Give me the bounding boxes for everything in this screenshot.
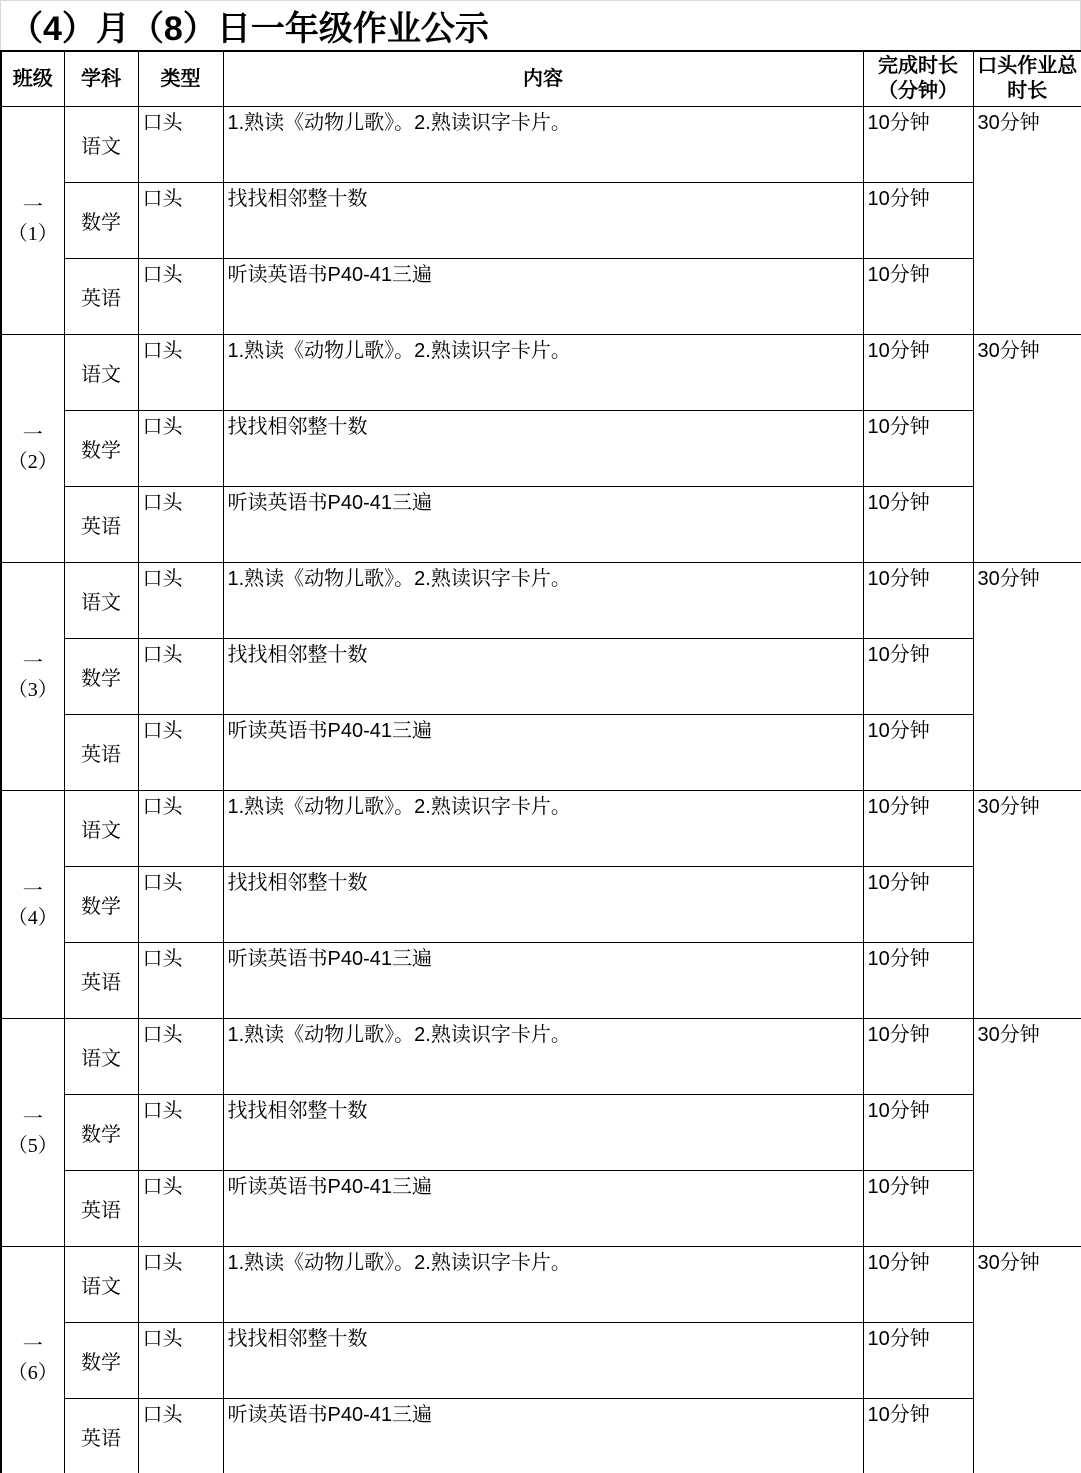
type-cell: 口头 (138, 487, 223, 563)
content-cell: 找找相邻整十数 (223, 411, 863, 487)
table-row (1, 943, 1081, 1019)
total-oral-duration-cell: 30分钟 (973, 791, 1081, 1019)
duration-cell: 10分钟 (863, 1247, 973, 1323)
type-cell: 口头 (138, 183, 223, 259)
duration-cell: 10分钟 (863, 183, 973, 259)
subject-cell: 数学 (64, 411, 138, 487)
subject-cell: 语文 (64, 107, 138, 183)
duration-cell: 10分钟 (863, 639, 973, 715)
subject-cell: 语文 (64, 335, 138, 411)
subject-cell: 英语 (64, 259, 138, 335)
type-cell: 口头 (138, 867, 223, 943)
table-row (1, 1399, 1081, 1473)
duration-cell: 10分钟 (863, 335, 973, 411)
table-row (1, 1323, 1081, 1399)
table-row (1, 639, 1081, 715)
class-name-cell (1, 335, 64, 563)
duration-cell: 10分钟 (863, 791, 973, 867)
type-cell: 口头 (138, 1171, 223, 1247)
total-oral-duration-cell: 30分钟 (973, 335, 1081, 563)
table-header (1, 51, 1081, 107)
class-name-cell (1, 1247, 64, 1473)
duration-cell: 10分钟 (863, 411, 973, 487)
type-cell: 口头 (138, 411, 223, 487)
subject-cell: 英语 (64, 1399, 138, 1473)
content-cell: 听读英语书P40-41三遍 (223, 943, 863, 1019)
type-cell: 口头 (138, 639, 223, 715)
table-body (1, 107, 1081, 1473)
content-cell: 找找相邻整十数 (223, 183, 863, 259)
duration-cell: 10分钟 (863, 487, 973, 563)
type-cell: 口头 (138, 335, 223, 411)
table-row (1, 335, 1081, 411)
duration-cell: 10分钟 (863, 943, 973, 1019)
duration-cell: 10分钟 (863, 1323, 973, 1399)
table-row (1, 791, 1081, 867)
subject-cell: 数学 (64, 639, 138, 715)
content-cell: 1.熟读《动物儿歌》。2.熟读识字卡片。 (223, 1247, 863, 1323)
table-row (1, 259, 1081, 335)
subject-cell: 英语 (64, 1171, 138, 1247)
table-row (1, 1019, 1081, 1095)
class-name-cell (1, 791, 64, 1019)
type-cell: 口头 (138, 715, 223, 791)
table-row (1, 183, 1081, 259)
page-title: （4）月（8）日一年级作业公示 (0, 0, 1081, 50)
table-row (1, 487, 1081, 563)
class-name-line2: （5） (7, 1134, 58, 1157)
total-oral-duration-cell: 30分钟 (973, 563, 1081, 791)
class-name-line2: （4） (7, 906, 58, 929)
content-cell: 找找相邻整十数 (223, 867, 863, 943)
subject-cell: 数学 (64, 867, 138, 943)
total-oral-duration-cell: 30分钟 (973, 1247, 1081, 1473)
class-name-line2: （6） (7, 1362, 58, 1385)
duration-cell: 10分钟 (863, 1095, 973, 1171)
content-cell: 1.熟读《动物儿歌》。2.熟读识字卡片。 (223, 791, 863, 867)
class-name-line1: 一 (22, 651, 43, 674)
class-name-cell (1, 563, 64, 791)
duration-cell: 10分钟 (863, 1019, 973, 1095)
header-subject: 学科 (64, 51, 138, 107)
table-row (1, 1171, 1081, 1247)
content-cell: 找找相邻整十数 (223, 1095, 863, 1171)
class-name-cell (1, 1019, 64, 1247)
class-name-line2: （2） (7, 450, 58, 473)
class-name-cell (1, 107, 64, 335)
duration-cell: 10分钟 (863, 259, 973, 335)
subject-cell: 语文 (64, 791, 138, 867)
table-row (1, 715, 1081, 791)
duration-cell: 10分钟 (863, 1399, 973, 1473)
content-cell: 1.熟读《动物儿歌》。2.熟读识字卡片。 (223, 335, 863, 411)
content-cell: 找找相邻整十数 (223, 1323, 863, 1399)
class-name-line1: 一 (22, 195, 43, 218)
class-name-line1: 一 (22, 879, 43, 902)
subject-cell: 英语 (64, 715, 138, 791)
type-cell: 口头 (138, 563, 223, 639)
subject-cell: 数学 (64, 1095, 138, 1171)
subject-cell: 英语 (64, 487, 138, 563)
type-cell: 口头 (138, 1399, 223, 1473)
table-row (1, 411, 1081, 487)
subject-cell: 语文 (64, 563, 138, 639)
header-row (1, 51, 1081, 107)
homework-table (0, 50, 1081, 1473)
content-cell: 听读英语书P40-41三遍 (223, 715, 863, 791)
header-total-oral: 口头作业总时长 (973, 51, 1081, 107)
type-cell: 口头 (138, 791, 223, 867)
type-cell: 口头 (138, 943, 223, 1019)
content-cell: 1.熟读《动物儿歌》。2.熟读识字卡片。 (223, 1019, 863, 1095)
class-name-line2: （1） (7, 222, 58, 245)
duration-cell: 10分钟 (863, 1171, 973, 1247)
table-row (1, 563, 1081, 639)
subject-cell: 语文 (64, 1247, 138, 1323)
duration-cell: 10分钟 (863, 867, 973, 943)
duration-cell: 10分钟 (863, 107, 973, 183)
subject-cell: 数学 (64, 183, 138, 259)
duration-cell: 10分钟 (863, 715, 973, 791)
content-cell: 1.熟读《动物儿歌》。2.熟读识字卡片。 (223, 107, 863, 183)
class-name-line2: （3） (7, 678, 58, 701)
table-row (1, 107, 1081, 183)
content-cell: 听读英语书P40-41三遍 (223, 487, 863, 563)
type-cell: 口头 (138, 1247, 223, 1323)
class-name-line1: 一 (22, 1335, 43, 1358)
header-type: 类型 (138, 51, 223, 107)
type-cell: 口头 (138, 1323, 223, 1399)
table-row (1, 1247, 1081, 1323)
subject-cell: 语文 (64, 1019, 138, 1095)
content-cell: 听读英语书P40-41三遍 (223, 259, 863, 335)
type-cell: 口头 (138, 1095, 223, 1171)
type-cell: 口头 (138, 1019, 223, 1095)
class-name-line1: 一 (22, 1107, 43, 1130)
class-name-line1: 一 (22, 423, 43, 446)
table-row (1, 867, 1081, 943)
content-cell: 1.熟读《动物儿歌》。2.熟读识字卡片。 (223, 563, 863, 639)
header-duration: 完成时长（分钟） (863, 51, 973, 107)
header-class: 班级 (1, 51, 64, 107)
header-content: 内容 (223, 51, 863, 107)
subject-cell: 数学 (64, 1323, 138, 1399)
content-cell: 找找相邻整十数 (223, 639, 863, 715)
total-oral-duration-cell: 30分钟 (973, 1019, 1081, 1247)
duration-cell: 10分钟 (863, 563, 973, 639)
table-row (1, 1095, 1081, 1171)
type-cell: 口头 (138, 107, 223, 183)
content-cell: 听读英语书P40-41三遍 (223, 1399, 863, 1473)
content-cell: 听读英语书P40-41三遍 (223, 1171, 863, 1247)
type-cell: 口头 (138, 259, 223, 335)
subject-cell: 英语 (64, 943, 138, 1019)
total-oral-duration-cell: 30分钟 (973, 107, 1081, 335)
